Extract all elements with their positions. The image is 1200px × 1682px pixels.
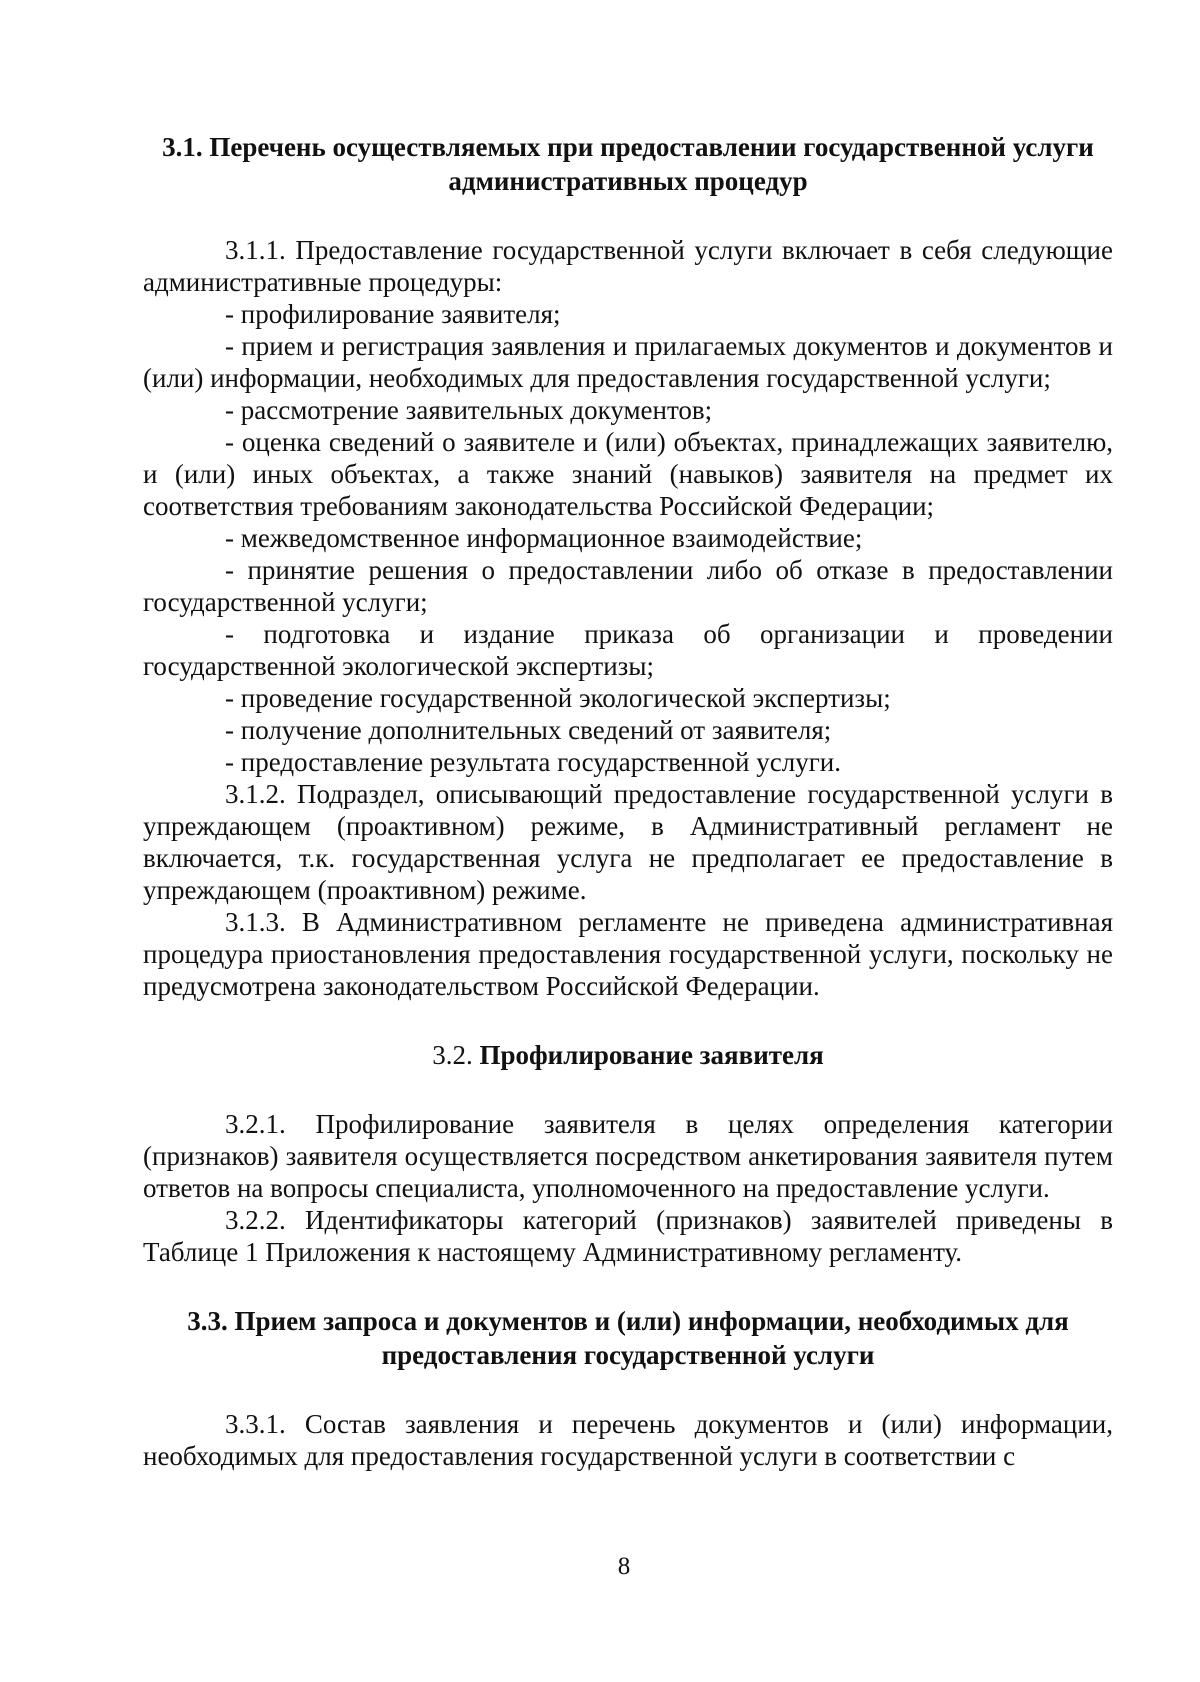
list-item: - рассмотрение заявительных документов;	[225, 395, 713, 425]
paragraph: 3.1.1. Предоставление государственной услуги включает в себя следующие административные процедуры:	[143, 235, 1113, 297]
section-number: 3.2.	[432, 1040, 473, 1070]
section-3-2-heading	[143, 1038, 1113, 1072]
paragraph: 3.3.1. Состав заявления и перечень документов и (или) информации, необходимых для предоставления государственной услуги в соответствии с	[143, 1409, 1113, 1471]
section-title: Профилирование заявителя	[479, 1040, 824, 1070]
list-item: - межведомственное информационное взаимодействие;	[225, 523, 863, 553]
paragraph: 3.1.3. В Административном регламенте не приведена административная процедура приостановления предоставления государственной услуги, поскольку не предусмотрена законодательством Российской Федерации.	[143, 907, 1113, 1001]
list-item: - получение дополнительных сведений от заявителя;	[225, 715, 832, 745]
section-3-3-heading: 3.3. Прием запроса и документов и (или) информации, необходимых для предоставления государственной услуги	[187, 1306, 1069, 1370]
section-3-1-heading: 3.1. Перечень осуществляемых при предоставлении государственной услуги административных процедур	[162, 132, 1094, 196]
paragraph: 3.2.1. Профилирование заявителя в целях определения категории (признаков) заявителя осуществляется посредством анкетирования заявителя путем ответов на вопросы специалиста, уполномоченного на предоставление услуги.	[143, 1109, 1113, 1203]
list-item: - принятие решения о предоставлении либо об отказе в предоставлении государственной услуги;	[143, 555, 1113, 617]
list-item: - проведение государственной экологической экспертизы;	[225, 683, 891, 713]
list-item: - профилирование заявителя;	[225, 299, 561, 329]
page-content	[143, 130, 1113, 1472]
list-item: - подготовка и издание приказа об организации и проведении государственной экологической экспертизы;	[143, 619, 1113, 681]
list-item: - предоставление результата государственной услуги.	[225, 747, 841, 777]
list-item: - прием и регистрация заявления и прилагаемых документов и документов и (или) информации, необходимых для предоставления государственной услуги;	[143, 331, 1113, 393]
paragraph: 3.1.2. Подраздел, описывающий предоставление государственной услуги в упреждающем (проактивном) режиме, в Административный регламент не включается, т.к. государственная услуга не предполагает ее предоставление в упреждающем (проактивном) режиме.	[143, 779, 1113, 905]
paragraph: 3.2.2. Идентификаторы категорий (признаков) заявителей приведены в Таблице 1 Приложения к настоящему Административному регламенту.	[143, 1205, 1113, 1267]
section-3-3-body	[143, 1408, 1113, 1472]
list-item: - оценка сведений о заявителе и (или) объектах, принадлежащих заявителю, и (или) иных объектах, а также знаний (навыков) заявителя на предмет их соответствия требованиям законодательства Российской Федерации;	[143, 427, 1113, 521]
page-number: 8	[617, 1553, 631, 1580]
section-3-2-body	[143, 1108, 1113, 1268]
section-3-1-body	[143, 234, 1113, 1002]
